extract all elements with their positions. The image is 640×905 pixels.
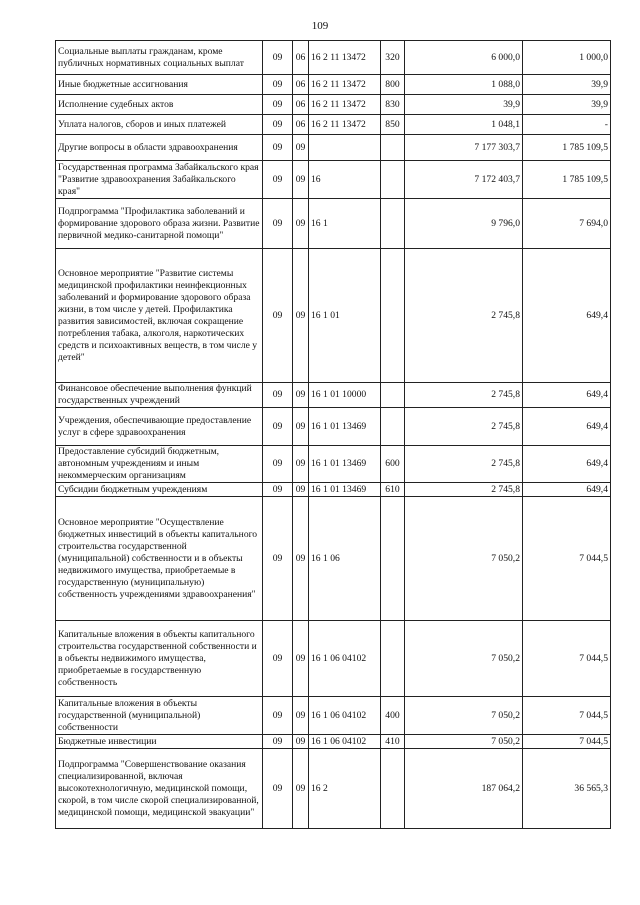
row-target-article-cell: 16 1 06 04102 [309,735,381,749]
row-subsection-cell: 09 [293,408,309,446]
row-section-cell: 09 [263,621,293,697]
row-amount-year1-cell: 1 048,1 [405,115,523,135]
row-subsection-cell: 09 [293,446,309,483]
row-expense-type-cell: 850 [381,115,405,135]
row-amount-year1-cell: 1 088,0 [405,75,523,95]
row-target-article-cell: 16 2 11 13472 [309,95,381,115]
table-row [56,161,611,199]
table-row [56,249,611,383]
row-section-cell: 09 [263,161,293,199]
row-amount-year2-cell: 649,4 [523,446,611,483]
row-section-cell: 09 [263,483,293,497]
row-expense-type-cell: 410 [381,735,405,749]
row-expense-type-cell [381,249,405,383]
row-name-cell: Учреждения, обеспечивающие предоставление услуг в сфере здравоохранения [56,408,263,446]
row-amount-year2-cell: - [523,115,611,135]
row-expense-type-cell [381,497,405,621]
row-section-cell: 09 [263,41,293,75]
table-body [56,41,611,829]
row-target-article-cell: 16 2 11 13472 [309,75,381,95]
row-name-cell: Финансовое обеспечение выполнения функций государственных учреждений [56,383,263,408]
row-subsection-cell: 09 [293,161,309,199]
row-amount-year1-cell: 7 177 303,7 [405,135,523,161]
row-subsection-cell: 09 [293,621,309,697]
row-expense-type-cell: 800 [381,75,405,95]
row-section-cell: 09 [263,135,293,161]
row-name-cell: Капитальные вложения в объекты капитального строительства государственной собственности и в объекты недвижимого имущества, приобретаемые в государственную собственность [56,621,263,697]
row-amount-year1-cell: 7 050,2 [405,735,523,749]
row-target-article-cell: 16 1 01 [309,249,381,383]
row-subsection-cell: 09 [293,735,309,749]
row-target-article-cell: 16 2 11 13472 [309,41,381,75]
row-name-cell: Подпрограмма "Профилактика заболеваний и формирование здорового образа жизни. Развитие первичной медико-санитарной помощи" [56,199,263,249]
row-target-article-cell: 16 1 01 10000 [309,383,381,408]
row-amount-year1-cell: 39,9 [405,95,523,115]
table-row [56,749,611,829]
row-amount-year2-cell: 649,4 [523,249,611,383]
row-amount-year2-cell: 7 694,0 [523,199,611,249]
row-amount-year2-cell: 1 000,0 [523,41,611,75]
row-expense-type-cell: 320 [381,41,405,75]
row-amount-year1-cell: 2 745,8 [405,483,523,497]
table-row [56,41,611,75]
table-row [56,483,611,497]
table-row [56,75,611,95]
table-row [56,199,611,249]
table-row [56,735,611,749]
row-target-article-cell: 16 2 11 13472 [309,115,381,135]
budget-table [55,40,611,829]
row-name-cell: Основное мероприятие "Осуществление бюджетных инвестиций в объекты капитального строительства государственной (муниципальной) собственности и в объекты недвижимого имущества, приобретаемые в государственную (муниципальную) собственность учреждениями здравоохранения" [56,497,263,621]
row-subsection-cell: 09 [293,697,309,735]
row-section-cell: 09 [263,115,293,135]
row-name-cell: Бюджетные инвестиции [56,735,263,749]
row-subsection-cell: 06 [293,115,309,135]
row-target-article-cell: 16 1 01 13469 [309,408,381,446]
table-row [56,408,611,446]
row-section-cell: 09 [263,497,293,621]
row-amount-year2-cell: 649,4 [523,383,611,408]
table-row [56,95,611,115]
row-expense-type-cell: 600 [381,446,405,483]
row-name-cell: Субсидии бюджетным учреждениям [56,483,263,497]
row-expense-type-cell [381,408,405,446]
row-amount-year2-cell: 649,4 [523,483,611,497]
row-name-cell: Социальные выплаты гражданам, кроме публичных нормативных социальных выплат [56,41,263,75]
row-section-cell: 09 [263,408,293,446]
row-amount-year1-cell: 2 745,8 [405,408,523,446]
row-amount-year1-cell: 2 745,8 [405,383,523,408]
table-row [56,697,611,735]
row-section-cell: 09 [263,383,293,408]
row-target-article-cell: 16 [309,161,381,199]
table-row [56,497,611,621]
row-amount-year1-cell: 187 064,2 [405,749,523,829]
row-section-cell: 09 [263,249,293,383]
row-name-cell: Иные бюджетные ассигнования [56,75,263,95]
row-name-cell: Исполнение судебных актов [56,95,263,115]
row-subsection-cell: 09 [293,383,309,408]
row-amount-year1-cell: 2 745,8 [405,249,523,383]
row-subsection-cell: 09 [293,249,309,383]
row-name-cell: Капитальные вложения в объекты государственной (муниципальной) собственности [56,697,263,735]
row-target-article-cell: 16 1 06 [309,497,381,621]
row-target-article-cell: 16 1 01 13469 [309,446,381,483]
row-target-article-cell: 16 1 06 04102 [309,697,381,735]
row-section-cell: 09 [263,95,293,115]
row-amount-year2-cell: 649,4 [523,408,611,446]
row-name-cell: Другие вопросы в области здравоохранения [56,135,263,161]
row-amount-year1-cell: 6 000,0 [405,41,523,75]
row-expense-type-cell [381,749,405,829]
row-amount-year1-cell: 7 050,2 [405,497,523,621]
row-section-cell: 09 [263,199,293,249]
row-amount-year2-cell: 1 785 109,5 [523,161,611,199]
row-subsection-cell: 06 [293,75,309,95]
row-subsection-cell: 09 [293,749,309,829]
row-section-cell: 09 [263,75,293,95]
row-expense-type-cell: 830 [381,95,405,115]
table-row [56,115,611,135]
table-row [56,621,611,697]
row-name-cell: Основное мероприятие "Развитие системы медицинской профилактики неинфекционных заболеваний и формирование здорового образа жизни, в том числе у детей. Профилактика развития зависимостей, включая сокращение потребления табака, алкоголя, наркотических средств и психоактивных веществ, в том числе у детей" [56,249,263,383]
row-expense-type-cell: 400 [381,697,405,735]
row-subsection-cell: 06 [293,95,309,115]
row-expense-type-cell [381,383,405,408]
row-section-cell: 09 [263,446,293,483]
row-section-cell: 09 [263,749,293,829]
row-target-article-cell [309,135,381,161]
row-name-cell: Уплата налогов, сборов и иных платежей [56,115,263,135]
row-subsection-cell: 09 [293,199,309,249]
row-amount-year1-cell: 2 745,8 [405,446,523,483]
row-amount-year2-cell: 39,9 [523,75,611,95]
row-amount-year1-cell: 7 172 403,7 [405,161,523,199]
row-target-article-cell: 16 1 [309,199,381,249]
page-number: 109 [311,20,329,32]
row-subsection-cell: 06 [293,41,309,75]
row-name-cell: Подпрограмма "Совершенствование оказания специализированной, включая высокотехнологичную, медицинской помощи, скорой, в том числе скорой специализированной, медицинской помощи, медицинской эвакуации" [56,749,263,829]
table-row [56,383,611,408]
row-expense-type-cell [381,161,405,199]
row-expense-type-cell [381,621,405,697]
row-name-cell: Государственная программа Забайкальского края "Развитие здравоохранения Забайкальского края" [56,161,263,199]
row-amount-year2-cell: 36 565,3 [523,749,611,829]
row-expense-type-cell [381,199,405,249]
row-target-article-cell: 16 2 [309,749,381,829]
row-section-cell: 09 [263,735,293,749]
row-expense-type-cell [381,135,405,161]
row-subsection-cell: 09 [293,135,309,161]
row-amount-year2-cell: 1 785 109,5 [523,135,611,161]
row-amount-year1-cell: 7 050,2 [405,621,523,697]
row-subsection-cell: 09 [293,483,309,497]
row-amount-year1-cell: 7 050,2 [405,697,523,735]
row-amount-year2-cell: 7 044,5 [523,697,611,735]
table-row [56,446,611,483]
row-target-article-cell: 16 1 06 04102 [309,621,381,697]
row-target-article-cell: 16 1 01 13469 [309,483,381,497]
row-amount-year1-cell: 9 796,0 [405,199,523,249]
row-section-cell: 09 [263,697,293,735]
row-name-cell: Предоставление субсидий бюджетным, автономным учреждениям и иным некоммерческим организациям [56,446,263,483]
row-amount-year2-cell: 7 044,5 [523,497,611,621]
row-subsection-cell: 09 [293,497,309,621]
table-row [56,135,611,161]
row-amount-year2-cell: 7 044,5 [523,735,611,749]
row-expense-type-cell: 610 [381,483,405,497]
row-amount-year2-cell: 7 044,5 [523,621,611,697]
row-amount-year2-cell: 39,9 [523,95,611,115]
